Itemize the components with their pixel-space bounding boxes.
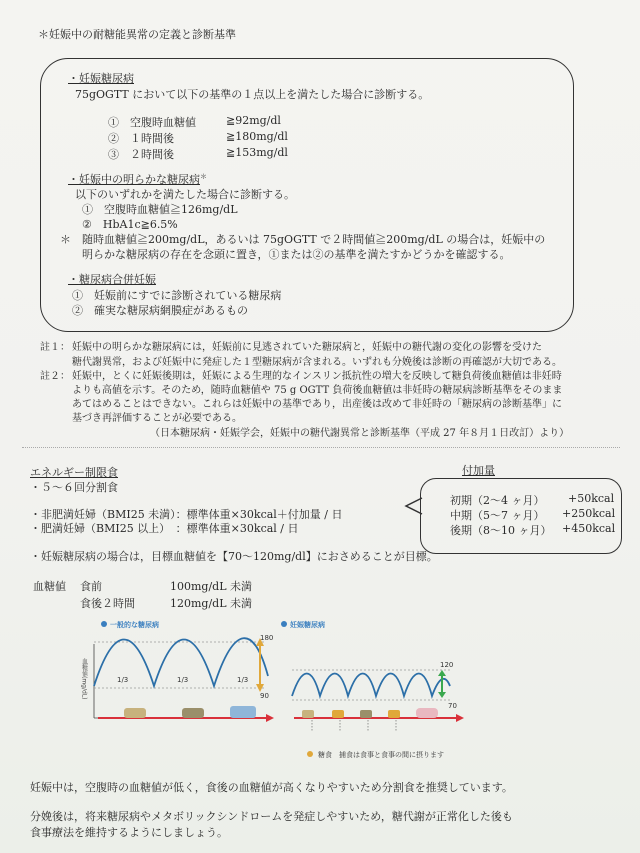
small-meal-icon-5 [416, 708, 438, 718]
y-axis-label: 血糖値(mg/dL) [80, 658, 88, 700]
footer-paragraph-2-line-1: 分娩後は，将来糖尿病やメタボリックシンドロームを発症しやすいため，糖代謝が正常化した後も [30, 810, 513, 823]
note-2-line-4: 基づき再評価することが必要である。 [72, 413, 242, 424]
overt-item-2: ② HbA1c≧6.5% [82, 218, 178, 231]
after-meal-value: 120mg/dL 未満 [170, 597, 253, 610]
frac-label-3: 1/3 [237, 676, 249, 684]
right-panel-title: 妊娠糖尿病 [290, 621, 325, 629]
green-arrowhead-top [438, 670, 446, 676]
gdm-item-2-value: ≧180mg/dl [226, 130, 288, 143]
before-meal-label: 食前 [80, 580, 102, 593]
gdm-heading: ・妊娠糖尿病 [68, 72, 134, 85]
after-meal-label: 食後２時間 [80, 597, 135, 610]
additional-value-3: +450kcal [562, 522, 616, 535]
meal-icon-2 [182, 708, 204, 718]
figure-legend: 糖食 捕食は食事と食事の間に摂ります [318, 751, 444, 759]
energy-heading: エネルギー制限食 [30, 466, 118, 479]
pregestational-heading: ・糖尿病合併妊娠 [68, 273, 156, 286]
note-1-line-2: 糖代謝異常，および妊娠中に発症した１型糖尿病が含まれる。いずれも分娩後は診断の再確認が大切である。 [72, 357, 562, 368]
small-meal-icon-3 [360, 710, 372, 718]
right-title-dot [281, 621, 287, 627]
right-glucose-curve [292, 674, 450, 697]
gestational-diabetes-panel [281, 620, 464, 732]
gdm-item-2-label: ② １時間後 [108, 132, 174, 145]
general-diabetes-panel [81, 620, 275, 722]
note-2-line-3: あてはめることはできない。これらは妊娠中の基準であり，出産後は改めて非妊時の「糖尿病の診断基準」に [72, 399, 562, 410]
overt-note-line-1: 随時血糖値≧200mg/dL，あるいは 75gOGTT で２時間値≧200mg/dL の場合は，妊娠中の [82, 233, 546, 246]
green-arrowhead-bottom [438, 692, 446, 698]
energy-meals: ・５〜６回分割食 [30, 481, 118, 494]
value-120: 120 [440, 661, 454, 669]
additional-period-2: 中期（5〜7 ヶ月） [450, 509, 545, 522]
small-meal-icon-1 [302, 710, 314, 718]
value-90: 90 [260, 692, 269, 700]
source-citation: （日本糖尿病・妊娠学会，妊娠中の糖代謝異常と診断基準（平成 27 年８月１日改訂）より） [150, 428, 570, 439]
overt-description: 以下のいずれかを満たした場合に診断する。 [75, 188, 295, 201]
overt-note-line-2: 明らかな糖尿病の存在を念頭に置き，①または②の基準を満たすかどうかを確認する。 [82, 248, 511, 261]
section-divider [22, 447, 620, 448]
small-meal-icon-4 [388, 710, 400, 718]
overt-footnote-mark: ＊ [200, 172, 207, 181]
frac-label-2: 1/3 [177, 676, 189, 684]
page-title: ＊妊娠中の耐糖能異常の定義と診断基準 [38, 28, 236, 41]
gdm-item-1-label: ① 空腹時血糖値 [108, 116, 196, 129]
additional-title: 付加量 [462, 464, 495, 477]
energy-nonobese: ・非肥満妊婦（BMI25 未満）：標準体重×30kcal＋付加量 / 日 [30, 508, 343, 521]
note-1-line-1: 妊娠中の明らかな糖尿病には，妊娠前に見逃されていた糖尿病と，妊娠中の糖代謝の変化の影響を受けた [72, 342, 542, 353]
small-meal-icon-2 [332, 710, 344, 718]
gdm-item-3-label: ③ ２時間後 [108, 148, 174, 161]
pregestational-item-2: ② 確実な糖尿病網膜症があるもの [72, 304, 248, 317]
meal-icon-3 [230, 706, 256, 718]
additional-value-2: +250kcal [562, 507, 616, 520]
glucose-diagram [70, 614, 470, 762]
footer-paragraph-1: 妊娠中は，空腹時の血糖値が低く，食後の血糖値が高くなりやすいため分割食を推奨しています。 [30, 781, 513, 794]
before-meal-value: 100mg/dL 未満 [170, 580, 253, 593]
overt-heading-wrap [68, 171, 207, 187]
meal-icon-1 [124, 708, 146, 718]
value-180: 180 [260, 634, 274, 642]
note-2-line-2: よりも高値を示す。そのため，随時血糖値や 75 g OGTT 負荷後血糖値は非妊時の糖尿病診断基準をそのまま [72, 385, 563, 396]
overt-item-1: ① 空腹時血糖値≧126mg/dL [82, 203, 238, 216]
frac-label-1: 1/3 [117, 676, 129, 684]
note-2-label: 註２： [40, 371, 70, 382]
pregestational-item-1: ① 妊娠前にすでに診断されている糖尿病 [72, 289, 282, 302]
note-2-line-1: 妊娠中，とくに妊娠後期は，妊娠による生理的なインスリン抵抗性の増大を反映して糖負荷後血糖値は非妊時 [72, 371, 562, 382]
left-panel-title: 一般的な糖尿病 [110, 621, 159, 629]
additional-value-1: +50kcal [568, 492, 615, 505]
overt-note-mark: ＊ [60, 233, 71, 246]
value-70: 70 [448, 702, 457, 710]
footer-paragraph-2-line-2: 食事療法を維持するようにしましょう。 [30, 826, 228, 839]
legend-dot [307, 751, 313, 757]
note-1-label: 註１： [40, 342, 70, 353]
target-glucose: ・妊娠糖尿病の場合は，目標血糖値を【70〜120mg/dl】におさめることが目標。 [30, 550, 438, 563]
gdm-item-1-value: ≧92mg/dl [226, 114, 281, 127]
overt-heading: ・妊娠中の明らかな糖尿病 [68, 173, 200, 186]
gdm-description: 75gOGTT において以下の基準の１点以上を満たした場合に診断する。 [75, 88, 430, 101]
left-arrowhead [266, 714, 274, 722]
left-title-dot [101, 621, 107, 627]
gdm-item-3-value: ≧153mg/dl [226, 146, 288, 159]
energy-obese: ・肥満妊婦（BMI25 以上） ：標準体重×30kcal / 日 [30, 522, 299, 535]
additional-period-3: 後期（8〜10 ヶ月） [450, 524, 552, 537]
bg-label: 血糖値 [33, 580, 66, 593]
additional-period-1: 初期（2〜4 ヶ月） [450, 494, 545, 507]
right-arrowhead [456, 714, 464, 722]
